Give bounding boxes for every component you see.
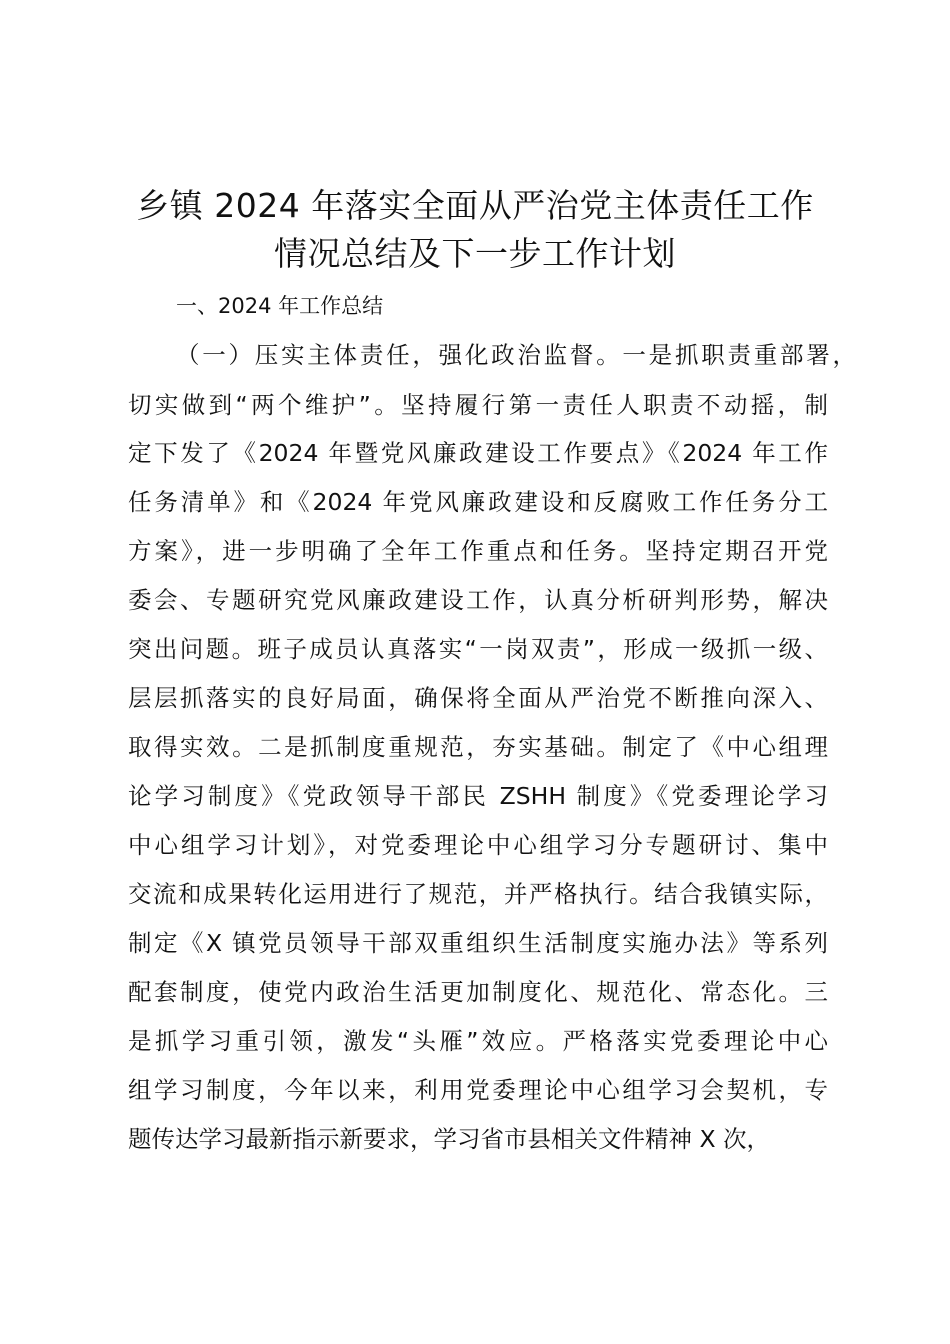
paragraph-line: 制定《X 镇党员领导干部双重组织生活制度实施办法》等系列 (128, 929, 828, 957)
paragraph-line: 任务清单》和《2024 年党风廉政建设和反腐败工作任务分工 (128, 488, 828, 516)
paragraph-line: 取得实效。二是抓制度重规范，夯实基础。制定了《中心组理 (128, 733, 828, 761)
paragraph-line: 题传达学习最新指示新要求，学习省市县相关文件精神 X 次， (128, 1125, 771, 1153)
paragraph-line: 交流和成果转化运用进行了规范，并严格执行。结合我镇实际， (128, 880, 828, 908)
section-heading: 一、2024 年工作总结 (176, 294, 384, 318)
paragraph-line: 切实做到“两个维护”。坚持履行第一责任人职责不动摇，制 (128, 391, 828, 419)
paragraph-line: 配套制度，使党内政治生活更加制度化、规范化、常态化。三 (128, 978, 828, 1006)
paragraph-line: 论学习制度》《党政领导干部民 ZSHH 制度》《党委理论学习 (128, 782, 828, 810)
paragraph-line: 突出问题。班子成员认真落实“一岗双责”，形成一级抓一级、 (128, 635, 828, 663)
paragraph-line: 委会、专题研究党风廉政建设工作，认真分析研判形势，解决 (128, 586, 828, 614)
paragraph-line: 层层抓落实的良好局面，确保将全面从严治党不断推向深入、 (128, 684, 828, 712)
paragraph-line: （一）压实主体责任，强化政治监督。一是抓职责重部署， (176, 341, 856, 369)
document-title-line-2: 情况总结及下一步工作计划 (274, 234, 676, 273)
paragraph-line: 中心组学习计划》，对党委理论中心组学习分专题研讨、集中 (128, 831, 828, 859)
paragraph-line: 组学习制度，今年以来，利用党委理论中心组学习会契机，专 (128, 1076, 828, 1104)
paragraph-line: 方案》，进一步明确了全年工作重点和任务。坚持定期召开党 (128, 537, 828, 565)
document-title-line-1: 乡镇 2024 年落实全面从严治党主体责任工作 (136, 186, 814, 225)
paragraph-line: 定下发了《2024 年暨党风廉政建设工作要点》《2024 年工作 (128, 439, 828, 467)
paragraph-line: 是抓学习重引领，激发“头雁”效应。严格落实党委理论中心 (128, 1027, 828, 1055)
